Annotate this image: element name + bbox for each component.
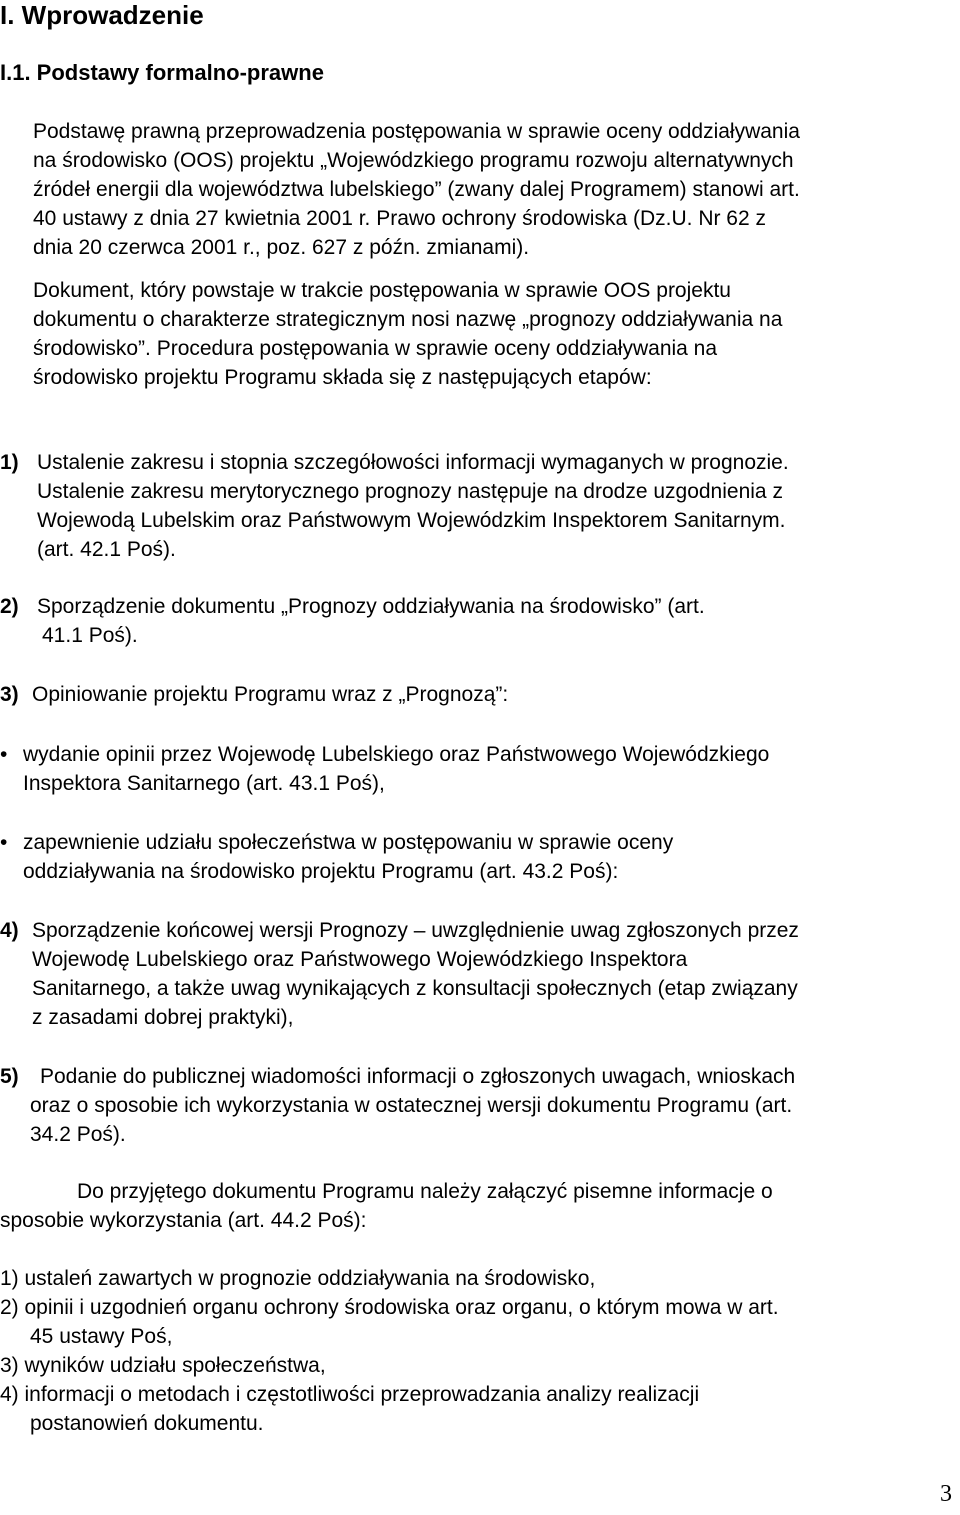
para2-line1: Dokument, który powstaje w trakcie postępowania w sprawie OOS projektu (33, 279, 731, 302)
bullet1-line1: wydanie opinii przez Wojewodę Lubelskiego oraz Państwowego Wojewódzkiego (23, 743, 770, 766)
list-item-4-line2: postanowień dokumentu. (30, 1412, 264, 1435)
step2-line1: Sporządzenie dokumentu „Prognozy oddziaływania na środowisko” (art. (37, 595, 705, 618)
list-item-2-line1: 2) opinii i uzgodnień organu ochrony środowiska oraz organu, o którym mowa w art. (0, 1296, 779, 1319)
step4-line3: Sanitarnego, a także uwag wynikających z konsultacji społecznych (etap związany (32, 977, 798, 1000)
list-item-2-line2: 45 ustawy Poś, (30, 1325, 173, 1348)
step4-line4: z zasadami dobrej praktyki), (32, 1006, 294, 1029)
step4-line1: Sporządzenie końcowej wersji Prognozy – uwzględnienie uwag zgłoszonych przez (32, 919, 799, 942)
step5-line1: Podanie do publicznej wiadomości informacji o zgłoszonych uwagach, wnioskach (40, 1065, 796, 1088)
section-heading: I.1. Podstawy formalno-prawne (0, 60, 324, 85)
step3-line1: Opiniowanie projektu Programu wraz z „Prognozą”: (32, 683, 509, 706)
step5-line2: oraz o sposobie ich wykorzystania w ostatecznej wersji dokumentu Programu (art. (30, 1094, 793, 1117)
para2-line4: środowisko projektu Programu składa się z następujących etapów: (33, 366, 652, 389)
list-item-3: 3) wyników udziału społeczeństwa, (0, 1354, 326, 1377)
bullet1-line2: Inspektora Sanitarnego (art. 43.1 Poś), (23, 772, 385, 795)
bullet-icon: • (0, 831, 8, 854)
page-number: 3 (940, 1481, 952, 1507)
para1-line2: na środowisko (OOS) projektu „Wojewódzkiego programu rozwoju alternatywnych (33, 149, 794, 172)
bullet2-line2: oddziaływania na środowisko projektu Programu (art. 43.2 Poś): (23, 860, 619, 883)
step1-line4: (art. 42.1 Poś). (37, 538, 176, 561)
step2-line2: 41.1 Poś). (42, 624, 138, 647)
para1-line4: 40 ustawy z dnia 27 kwietnia 2001 r. Prawo ochrony środowiska (Dz.U. Nr 62 z (33, 207, 767, 230)
list-item-4-line1: 4) informacji o metodach i częstotliwości przeprowadzania analizy realizacji (0, 1383, 700, 1406)
step3-number: 3) (0, 683, 19, 706)
step5-number: 5) (0, 1065, 19, 1088)
step1-line2: Ustalenie zakresu merytorycznego prognozy następuje na drodze uzgodnienia z (37, 480, 783, 503)
bullet-icon: • (0, 743, 8, 766)
step2-number: 2) (0, 595, 19, 618)
step1-line1: Ustalenie zakresu i stopnia szczegółowości informacji wymaganych w prognozie. (37, 451, 789, 474)
para2-line2: dokumentu o charakterze strategicznym nosi nazwę „prognozy oddziaływania na (33, 308, 783, 331)
page-heading: I. Wprowadzenie (0, 0, 204, 30)
para1-line3: źródeł energii dla województwa lubelskiego” (zwany dalej Programem) stanowi art. (33, 178, 800, 201)
para3-line1: Do przyjętego dokumentu Programu należy załączyć pisemne informacje o (77, 1180, 773, 1203)
step5-line3: 34.2 Poś). (30, 1123, 126, 1146)
bullet2-line1: zapewnienie udziału społeczeństwa w postępowaniu w sprawie oceny (23, 831, 674, 854)
step1-number: 1) (0, 451, 19, 474)
para1-line1: Podstawę prawną przeprowadzenia postępowania w sprawie oceny oddziaływania (33, 120, 800, 143)
step1-line3: Wojewodą Lubelskim oraz Państwowym Wojewódzkim Inspektorem Sanitarnym. (37, 509, 786, 532)
list-item-1: 1) ustaleń zawartych w prognozie oddziaływania na środowisko, (0, 1267, 596, 1290)
para1-line5: dnia 20 czerwca 2001 r., poz. 627 z późn. zmianami). (33, 236, 530, 259)
step4-line2: Wojewodę Lubelskiego oraz Państwowego Wojewódzkiego Inspektora (32, 948, 688, 971)
para2-line3: środowisko”. Procedura postępowania w sprawie oceny oddziaływania na (33, 337, 718, 360)
step4-number: 4) (0, 919, 19, 942)
para3-line2: sposobie wykorzystania (art. 44.2 Poś): (0, 1209, 367, 1232)
